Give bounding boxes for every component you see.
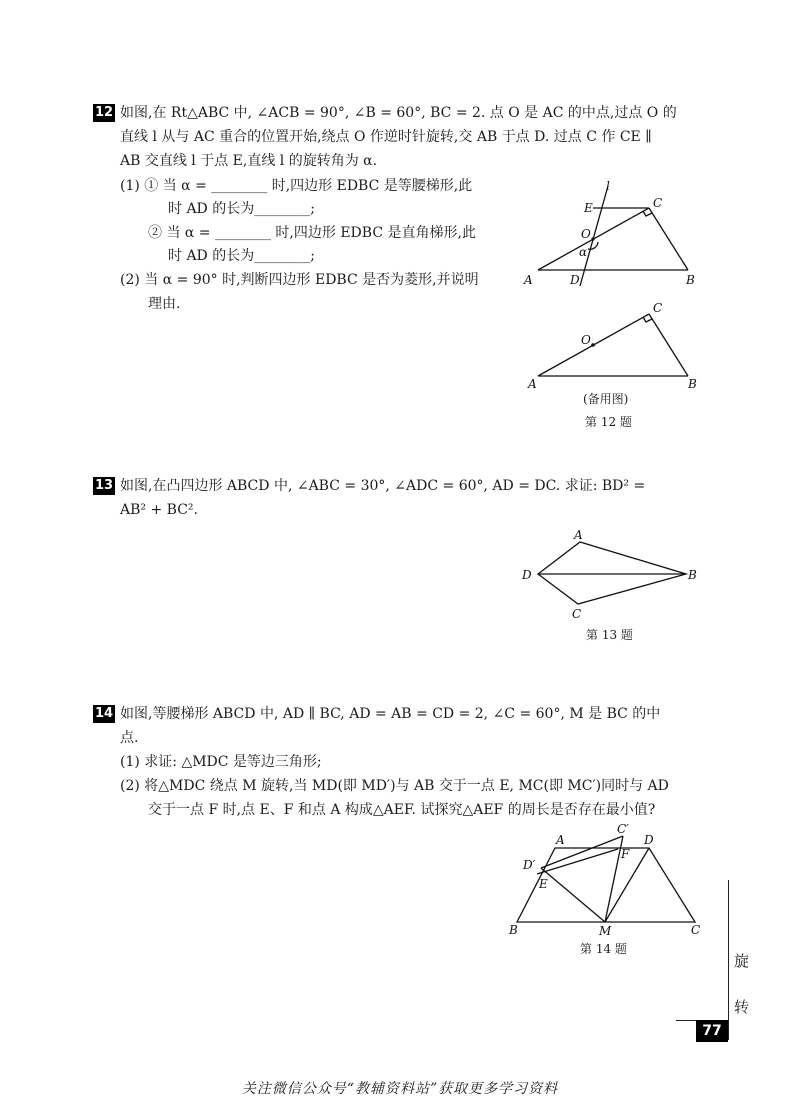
label-C: C [653,196,663,210]
q12-line-6: ② 当 α = ________ 时,四边形 EDBC 是直角梯形,此 [148,225,476,241]
label-E: E [539,877,548,891]
q12-line-3: AB 交直线 l 于点 E,直线 l 的旋转角为 α. [120,153,378,169]
page-number: 77 [696,1020,728,1042]
side-divider-line [728,880,729,1040]
label-C: C [691,923,701,937]
label-A: A [574,528,583,542]
question-14-number: 14 [94,706,114,721]
label-C: C [572,607,582,620]
label-B: B [686,273,695,287]
q12-line-9: 理由. [148,296,181,312]
label-O: O [581,333,591,347]
label-alpha: α [579,245,588,259]
q14-line-5: 交于一点 F 时,点 E、F 和点 A 构成△AEF. 试探究△AEF 的周长是否存在最小值? [148,802,656,818]
q14-line-1: 如图,等腰梯形 ABCD 中, AD ∥ BC, AD = AB = CD = 2, ∠C = 60°, M 是 BC 的中 [120,706,661,722]
label-M: M [599,924,612,937]
question-12-number: 12 [94,105,114,120]
q14-line-2: 点. [120,730,139,746]
label-A: A [528,377,537,390]
q12-line-8: (2) 当 α = 90° 时,判断四边形 EDBC 是否为菱形,并说明 [120,272,479,288]
label-E: E [584,201,593,215]
side-chapter-char-2: 转 [734,998,750,1016]
q14-line-3: (1) 求证: △MDC 是等边三角形; [120,754,322,770]
q14-caption: 第 14 题 [580,942,627,956]
q12-line-4: (1) ① 当 α = ________ 时,四边形 EDBC 是等腰梯形,此 [120,178,473,194]
side-chapter-char-1: 旋 [734,952,750,970]
q13-line-2: AB² + BC². [120,502,198,518]
label-O: O [581,227,591,241]
q12-figure-backup [520,298,710,390]
q12-figure-main [520,178,710,288]
label-F: F [621,847,630,861]
q13-caption: 第 13 题 [586,628,633,642]
q12-backup-caption: (备用图) [583,392,629,406]
label-D: D [570,273,580,287]
label-l: l [606,179,610,193]
q12-caption: 第 12 题 [585,415,632,429]
label-C1: C′ [617,822,629,836]
label-B: B [688,377,697,390]
label-A: A [524,273,533,287]
label-D: D [644,833,654,847]
q13-figure [518,528,708,620]
q12-line-1: 如图,在 Rt△ABC 中, ∠ACB = 90°, ∠B = 60°, BC = 2. 点 O 是 AC 的中点,过点 O 的 [120,105,677,121]
q12-line-7: 时 AD 的长为________; [168,248,315,264]
q14-line-4: (2) 将△MDC 绕点 M 旋转,当 MD(即 MD′)与 AB 交于一点 E, MC(即 MC′)同时与 AD [120,778,669,794]
label-B: B [509,923,518,937]
q12-line-2: 直线 l 从与 AC 重合的位置开始,绕点 O 作逆时针旋转,交 AB 于点 D. 过点 C 作 CE ∥ [120,129,652,145]
label-D1: D′ [523,858,536,872]
label-A: A [556,833,565,847]
footer-note: 关注微信公众号“教辅资料站”获取更多学习资料 [241,1081,559,1097]
question-13-number: 13 [94,478,114,493]
q12-line-5: 时 AD 的长为________; [168,201,315,217]
label-C: C [653,301,663,315]
q13-line-1: 如图,在凸四边形 ABCD 中, ∠ABC = 30°, ∠ADC = 60°, AD = DC. 求证: BD² = [120,478,646,494]
q14-figure [505,822,705,937]
label-B: B [688,568,697,582]
label-D: D [522,568,532,582]
